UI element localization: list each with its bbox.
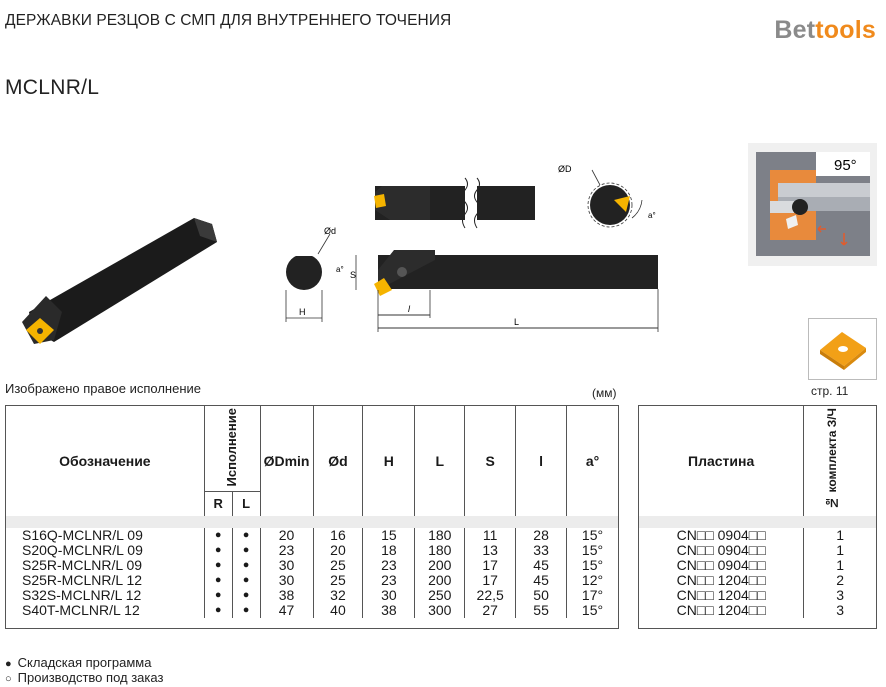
cell-s: 17 — [465, 558, 516, 573]
insert-row — [639, 588, 877, 603]
cell-r: ● — [204, 588, 232, 603]
cell-lsmall: 45 — [516, 573, 567, 588]
header-L: L — [415, 406, 465, 516]
cell-designation: S25R-MCLNR/L 12 — [6, 573, 205, 588]
cell-l: ● — [232, 528, 260, 543]
brand-logo: Bettools — [774, 16, 876, 44]
insert-row — [639, 528, 877, 543]
cell-set: 1 — [804, 558, 877, 573]
cell-a: 15° — [567, 603, 619, 618]
cell-dmin: 47 — [260, 603, 313, 618]
cell-designation: S25R-MCLNR/L 09 — [6, 558, 205, 573]
page-ref: стр. 11 — [811, 384, 849, 398]
insert-image — [808, 318, 877, 380]
insert-row — [639, 558, 877, 573]
cell-r: ● — [204, 543, 232, 558]
cell-s: 17 — [465, 573, 516, 588]
cell-designation: S16Q-MCLNR/L 09 — [6, 528, 205, 543]
cell-h: 30 — [363, 588, 415, 603]
cell-h: 38 — [363, 603, 415, 618]
svg-text:a°: a° — [336, 265, 344, 274]
svg-text:ØD: ØD — [558, 164, 572, 174]
insert-row — [639, 603, 877, 618]
units-note: (мм) — [592, 386, 617, 400]
svg-text:S: S — [350, 270, 357, 280]
cell-d: 25 — [313, 573, 363, 588]
angle-label: 95° — [834, 157, 857, 174]
svg-text:a°: a° — [648, 211, 656, 220]
table-row — [6, 603, 619, 618]
insert-table — [638, 405, 877, 629]
cell-lsmall: 50 — [516, 588, 567, 603]
cell-h: 23 — [363, 573, 415, 588]
cell-plate: CN□□ 1204□□ — [639, 588, 804, 603]
cell-h: 15 — [363, 528, 415, 543]
cell-set: 1 — [804, 543, 877, 558]
header-d: Ød — [313, 406, 363, 516]
table-row — [6, 573, 619, 588]
cell-dmin: 30 — [260, 558, 313, 573]
insert-row — [639, 573, 877, 588]
header-l: l — [516, 406, 567, 516]
cell-dmin: 20 — [260, 528, 313, 543]
header-s: S — [465, 406, 516, 516]
front-section — [286, 226, 336, 322]
header-designation: Обозначение — [6, 406, 205, 516]
cell-s: 13 — [465, 543, 516, 558]
svg-text:L: L — [514, 317, 520, 327]
cell-L: 200 — [415, 573, 465, 588]
cell-plate: CN□□ 0904□□ — [639, 558, 804, 573]
cell-a: 17° — [567, 588, 619, 603]
dimensions-table — [5, 405, 619, 629]
table-row — [6, 528, 619, 543]
cell-dmin: 23 — [260, 543, 313, 558]
cell-designation: S40T-MCLNR/L 12 — [6, 603, 205, 618]
cell-d: 40 — [313, 603, 363, 618]
cell-dmin: 30 — [260, 573, 313, 588]
cell-designation: S32S-MCLNR/L 12 — [6, 588, 205, 603]
cell-d: 16 — [313, 528, 363, 543]
cell-L: 300 — [415, 603, 465, 618]
cell-d: 25 — [313, 558, 363, 573]
technical-drawing — [270, 150, 670, 345]
header-plate: Пластина — [639, 406, 804, 516]
cell-L: 250 — [415, 588, 465, 603]
header-l-exec: L — [232, 492, 260, 516]
cell-designation: S20Q-MCLNR/L 09 — [6, 543, 205, 558]
angle-diagram — [748, 143, 877, 266]
table-row — [6, 543, 619, 558]
table-row — [6, 588, 619, 603]
cell-lsmall: 55 — [516, 603, 567, 618]
cell-set: 3 — [804, 603, 877, 618]
cell-set: 1 — [804, 528, 877, 543]
header-a: a° — [567, 406, 619, 516]
cell-a: 15° — [567, 558, 619, 573]
cell-s: 27 — [465, 603, 516, 618]
cell-L: 180 — [415, 528, 465, 543]
cell-d: 20 — [313, 543, 363, 558]
svg-text:H: H — [299, 307, 306, 317]
cell-l: ● — [232, 543, 260, 558]
cell-L: 180 — [415, 543, 465, 558]
svg-text:l: l — [408, 304, 410, 314]
cell-l: ● — [232, 588, 260, 603]
cell-d: 32 — [313, 588, 363, 603]
top-view — [374, 178, 535, 228]
cell-lsmall: 33 — [516, 543, 567, 558]
cell-plate: CN□□ 1204□□ — [639, 603, 804, 618]
cell-lsmall: 45 — [516, 558, 567, 573]
header-dmin: ØDmin — [260, 406, 313, 516]
cell-r: ● — [204, 603, 232, 618]
cell-a: 15° — [567, 528, 619, 543]
cell-l: ● — [232, 603, 260, 618]
insert-row — [639, 543, 877, 558]
cell-s: 22,5 — [465, 588, 516, 603]
model-name: MCLNR/L — [5, 76, 100, 99]
cell-L: 200 — [415, 558, 465, 573]
legend-stock: ● Складская программа — [5, 655, 152, 670]
side-view — [336, 250, 658, 332]
cell-set: 2 — [804, 573, 877, 588]
end-view — [558, 164, 656, 227]
header-set-no: № комплекта З/Ч — [825, 408, 840, 511]
cell-s: 11 — [465, 528, 516, 543]
right-version-note: Изображено правое исполнение — [5, 381, 201, 396]
header-h: H — [363, 406, 415, 516]
cell-l: ● — [232, 573, 260, 588]
legend-order: ○ Производство под заказ — [5, 670, 164, 685]
cell-r: ● — [204, 528, 232, 543]
cell-r: ● — [204, 573, 232, 588]
svg-text:Ød: Ød — [324, 226, 337, 236]
cell-l: ● — [232, 558, 260, 573]
cell-r: ● — [204, 558, 232, 573]
cell-lsmall: 28 — [516, 528, 567, 543]
cell-a: 15° — [567, 543, 619, 558]
cell-dmin: 38 — [260, 588, 313, 603]
table-row — [6, 558, 619, 573]
page-title: ДЕРЖАВКИ РЕЗЦОВ С СМП ДЛЯ ВНУТРЕННЕГО ТОЧЕНИЯ — [5, 12, 452, 29]
tool-photo — [14, 212, 220, 362]
cell-plate: CN□□ 0904□□ — [639, 543, 804, 558]
cell-plate: CN□□ 1204□□ — [639, 573, 804, 588]
header-execution: Исполнение — [224, 407, 240, 487]
cell-set: 3 — [804, 588, 877, 603]
header-r: R — [204, 492, 232, 516]
cell-a: 12° — [567, 573, 619, 588]
cell-plate: CN□□ 0904□□ — [639, 528, 804, 543]
cell-h: 23 — [363, 558, 415, 573]
cell-h: 18 — [363, 543, 415, 558]
